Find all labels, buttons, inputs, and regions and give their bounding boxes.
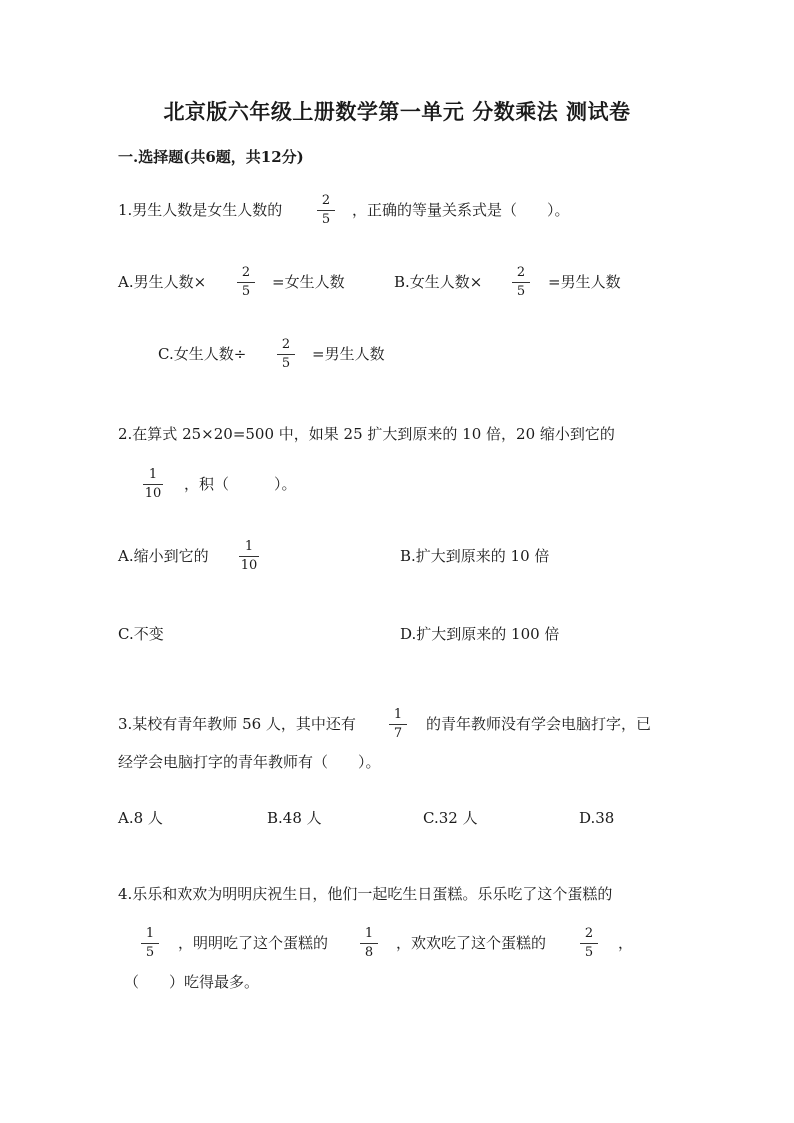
q2-option-a[interactable]: A.缩小到它的 xyxy=(118,547,209,565)
q2-option-a-fraction xyxy=(237,540,261,573)
q3-stem-part2: 的青年教师没有学会电脑打字，已 xyxy=(426,715,652,733)
denominator: 7 xyxy=(393,726,403,741)
q1-option-a-part2: =女生人数 xyxy=(272,273,345,291)
denominator: 10 xyxy=(240,558,258,573)
denominator: 8 xyxy=(364,945,374,960)
q1-fraction xyxy=(315,194,337,227)
numerator: 1 xyxy=(364,926,374,941)
q2-stem-line1: 2.在算式 25×20=500 中，如果 25 扩大到原来的 10 倍，20 缩小到它的 xyxy=(118,425,615,443)
q2-fraction xyxy=(141,468,165,501)
q2-option-c[interactable]: C.不变 xyxy=(118,625,164,643)
q4-stem-mid1: ，明明吃了这个蛋糕的 xyxy=(178,934,329,952)
q2-option-d[interactable]: D.扩大到原来的 100 倍 xyxy=(400,625,560,643)
numerator: 2 xyxy=(241,265,251,280)
q1-option-b-part1[interactable]: B.女生人数× xyxy=(394,273,483,291)
q4-stem-mid2: ，欢欢吃了这个蛋糕的 xyxy=(396,934,547,952)
q3-stem-line2: 经学会电脑打字的青年教师有（ ）。 xyxy=(118,753,381,771)
numerator: 2 xyxy=(281,337,291,352)
q4-stem-end: ， xyxy=(618,934,634,952)
q3-option-a[interactable]: A.8 人 xyxy=(118,809,163,827)
q4-fraction-2 xyxy=(358,927,380,960)
q4-stem-line3: （ ）吃得最多。 xyxy=(124,973,260,991)
q1-stem-part1: 1.男生人数是女生人数的 xyxy=(118,201,283,219)
denominator: 5 xyxy=(241,284,251,299)
q1-option-b-fraction xyxy=(510,266,532,299)
q1-option-c-part2: =男生人数 xyxy=(312,345,385,363)
numerator: 1 xyxy=(393,707,403,722)
numerator: 1 xyxy=(148,467,158,482)
q4-stem-line1: 4.乐乐和欢欢为明明庆祝生日，他们一起吃生日蛋糕。乐乐吃了这个蛋糕的 xyxy=(118,885,613,903)
q3-option-d[interactable]: D.38 xyxy=(579,809,615,827)
numerator: 2 xyxy=(516,265,526,280)
denominator: 5 xyxy=(321,212,331,227)
q1-stem-part2: ，正确的等量关系式是（ ）。 xyxy=(352,201,570,219)
q2-option-b[interactable]: B.扩大到原来的 10 倍 xyxy=(400,547,550,565)
q4-fraction-3 xyxy=(578,927,600,960)
q1-option-a-part1[interactable]: A.男生人数× xyxy=(118,273,207,291)
q1-option-b-part2: =男生人数 xyxy=(548,273,621,291)
denominator: 5 xyxy=(145,945,155,960)
numerator: 2 xyxy=(584,926,594,941)
q3-option-c[interactable]: C.32 人 xyxy=(423,809,478,827)
denominator: 5 xyxy=(281,356,291,371)
q1-option-c-part1[interactable]: C.女生人数÷ xyxy=(158,345,247,363)
q1-option-c-fraction xyxy=(275,338,297,371)
denominator: 5 xyxy=(516,284,526,299)
section-heading: 一.选择题(共6题，共12分) xyxy=(118,148,304,166)
q2-stem-part2: ，积（ ）。 xyxy=(184,475,297,493)
denominator: 5 xyxy=(584,945,594,960)
numerator: 2 xyxy=(321,193,331,208)
q3-stem-part1: 3.某校有青年教师 56 人，其中还有 xyxy=(118,715,356,733)
q3-option-b[interactable]: B.48 人 xyxy=(267,809,322,827)
q4-fraction-1 xyxy=(139,927,161,960)
page-title: 北京版六年级上册数学第一单元 分数乘法 测试卷 xyxy=(163,99,631,124)
q3-fraction xyxy=(387,708,409,741)
denominator: 10 xyxy=(144,486,162,501)
numerator: 1 xyxy=(145,926,155,941)
numerator: 1 xyxy=(244,539,254,554)
q1-option-a-fraction xyxy=(235,266,257,299)
